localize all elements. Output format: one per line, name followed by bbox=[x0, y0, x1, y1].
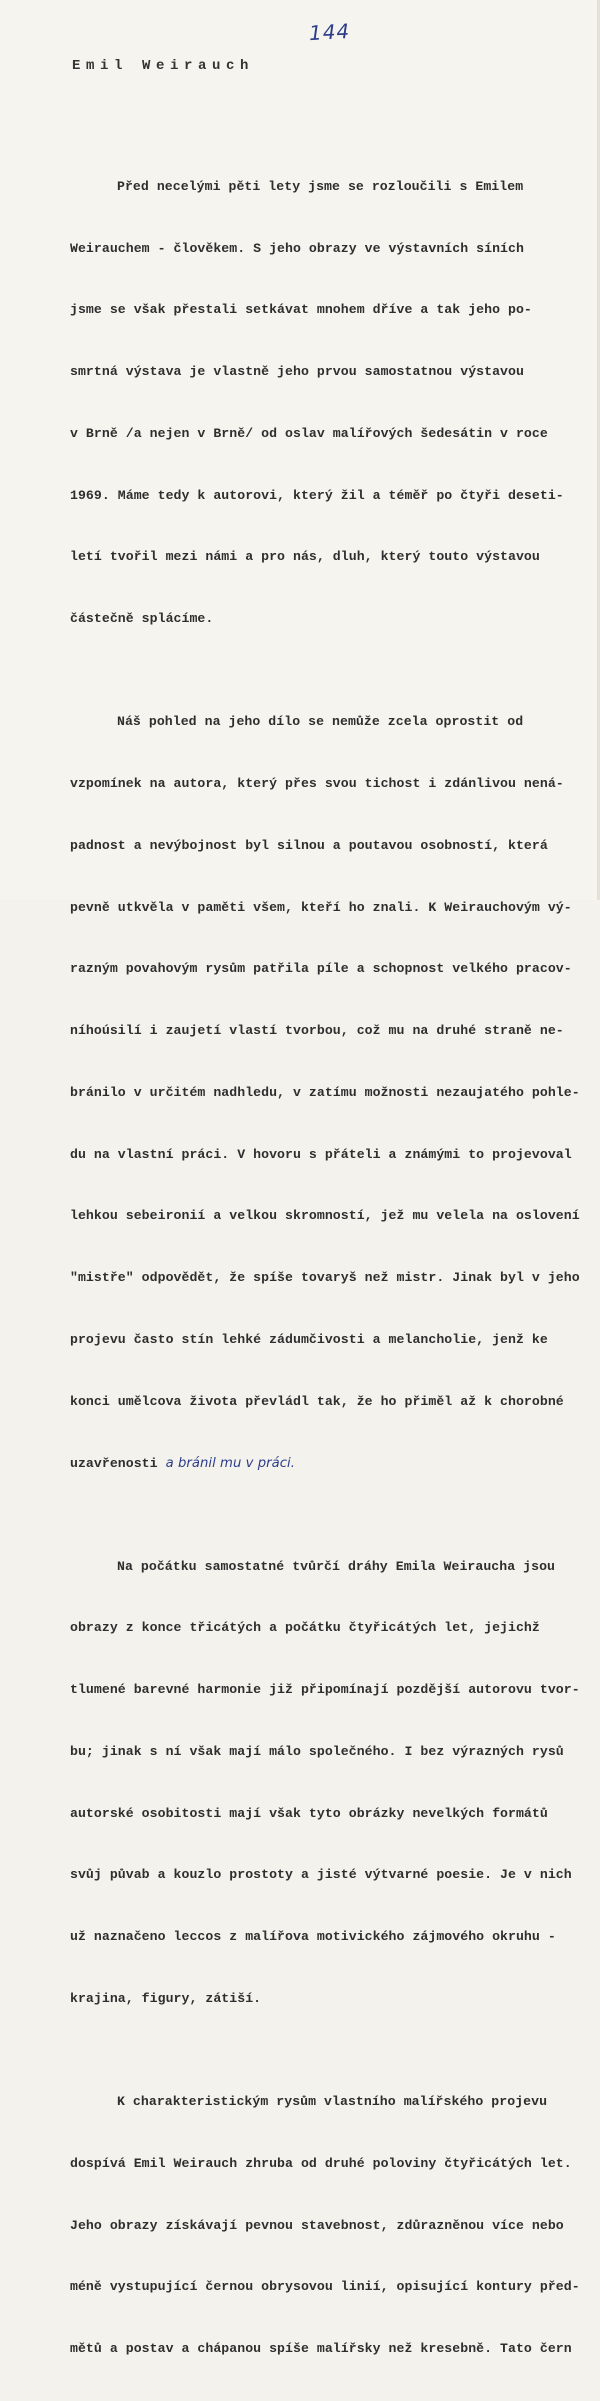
text-line: lehkou sebeironií a velkou skromností, jež mu velela na oslovení bbox=[70, 1208, 580, 1224]
text-line: méně vystupující černou obrysovou linií, opisující kontury před- bbox=[70, 2279, 580, 2295]
text-line: jsme se však přestali setkávat mnohem dříve a tak jeho po- bbox=[70, 302, 532, 318]
text-line: padnost a nevýbojnost byl silnou a poutavou osobností, která bbox=[70, 837, 548, 853]
handwritten-addition: a bránil mu v práci. bbox=[165, 1455, 295, 1471]
text-line: dospívá Emil Weirauch zhruba od druhé poloviny čtyřicátých let. bbox=[70, 2155, 572, 2171]
text-line: razným povahovým rysům patřila píle a schopnost velkého pracov- bbox=[70, 961, 572, 977]
text-line: Před necelými pěti lety jsme se rozloučili s Emilem bbox=[117, 178, 524, 194]
text-line: níhoúsilí i zaujetí vlastí tvorbou, což mu na druhé straně ne- bbox=[70, 1023, 564, 1039]
text-line: projevu často stín lehké zádumčivosti a melancholie, jenž ke bbox=[70, 1332, 548, 1348]
text-line: mětů a postav a chápanou spíše malířsky než kresebně. Tato čern bbox=[70, 2341, 572, 2357]
text-line: Weirauchem - člověkem. S jeho obrazy ve výstavních síních bbox=[70, 240, 524, 256]
text-line: pevně utkvěla v paměti všem, kteří ho znali. K Weirauchovým vý- bbox=[70, 899, 572, 915]
text-line: krajina, figury, zátiší. bbox=[70, 1991, 262, 2007]
text-line: bu; jinak s ní však mají málo společného. I bez výrazných rysů bbox=[70, 1743, 564, 1759]
text-line: du na vlastní práci. V hovoru s přáteli a známými to projevoval bbox=[70, 1146, 572, 1162]
text-line: "mistře" odpovědět, že spíše tovaryš než mistr. Jinak byl v jeho bbox=[70, 1270, 580, 1286]
text-line: Jeho obrazy získávají pevnou stavebnost, zdůrazněnou více nebo bbox=[70, 2217, 564, 2233]
text-line: částečně splácíme. bbox=[70, 611, 214, 627]
text-line: Na počátku samostatné tvůrčí dráhy Emila Weiraucha jsou bbox=[117, 1558, 556, 1574]
text-fragment: uzavřenosti bbox=[70, 1455, 158, 1471]
author-heading: Emil Weirauch bbox=[72, 58, 255, 74]
text-line: v Brně /a nejen v Brně/ od oslav malířových šedesátin v roce bbox=[70, 425, 548, 441]
text-line: obrazy z konce třicátých a počátku čtyřicátých let, jejichž bbox=[70, 1620, 540, 1636]
typed-body-text bbox=[70, 115, 582, 2401]
text-line: letí tvořil mezi námi a pro nás, dluh, který touto výstavou bbox=[70, 549, 540, 565]
text-line: autorské osobitosti mají však tyto obrázky nevelkých formátů bbox=[70, 1805, 548, 1821]
text-line: 1969. Máme tedy k autorovi, který žil a téměř po čtyři deseti- bbox=[70, 487, 564, 503]
text-line: konci umělcova života převládl tak, že ho přiměl až k chorobné bbox=[70, 1393, 564, 1409]
text-line: smrtná výstava je vlastně jeho prvou samostatnou výstavou bbox=[70, 364, 524, 380]
text-line: bránilo v určitém nadhledu, v zatímu možnosti nezaujatého pohle- bbox=[70, 1084, 580, 1100]
text-line: tlumené barevné harmonie již připomínají pozdější autorovu tvor- bbox=[70, 1682, 580, 1698]
handwritten-page-number: 144 bbox=[308, 18, 351, 46]
text-line: svůj půvab a kouzlo prostoty a jisté výtvarné poesie. Je v nich bbox=[70, 1867, 572, 1883]
text-line: už naznačeno leccos z malířova motivického zájmového okruhu - bbox=[70, 1929, 556, 1945]
text-line: K charakteristickým rysům vlastního malířského projevu bbox=[117, 2094, 548, 2109]
text-line: vzpomínek na autora, který přes svou tichost i zdánlivou nená- bbox=[70, 776, 564, 791]
text-line-with-addition bbox=[70, 1454, 582, 1475]
text-line: Náš pohled na jeho dílo se nemůže zcela oprostit od bbox=[117, 714, 524, 730]
